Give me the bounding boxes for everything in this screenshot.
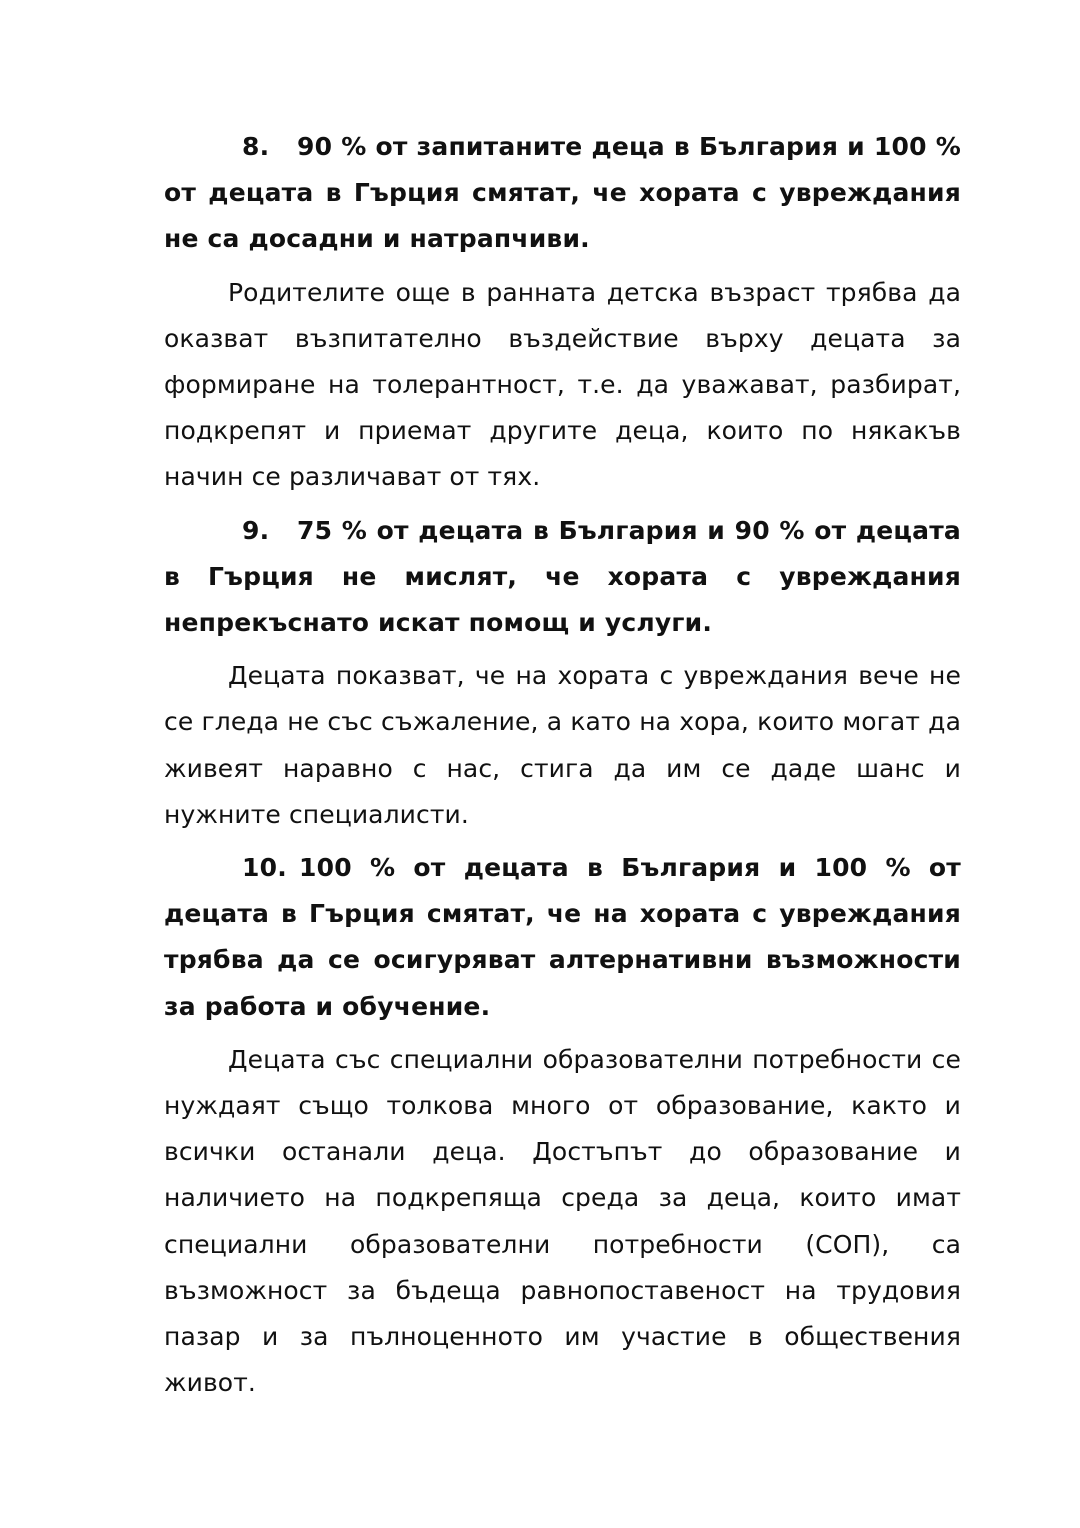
finding-text: 75 % от децата в България и 90 % от децата в Гърция не мислят, че хората с увреждания непрекъснато искат помощ и услуги. xyxy=(164,515,961,638)
finding-text: 100 % от децата в България и 100 % от децата в Гърция смятат, че на хората с увреждания трябва да се осигуряват алтернативни възможности за работа и обучение. xyxy=(164,853,961,1021)
finding-10-heading xyxy=(164,845,961,1030)
finding-number: 10. xyxy=(242,853,287,883)
finding-9-paragraph: Децата показват, че на хората с увреждания вече не се гледа не със съжаление, а като на хора, които могат да живеят наравно с нас, стига да им се даде шанс и нужните специалисти. xyxy=(164,661,961,829)
finding-8-heading xyxy=(164,124,961,263)
finding-number: 8. xyxy=(242,132,270,161)
finding-text: 90 % от запитаните деца в България и 100 % от децата в Гърция смятат, че хората с увреждания не са досадни и натрапчиви. xyxy=(164,132,961,254)
finding-8-paragraph: Родителите още в ранната детска възраст трябва да оказват възпитателно въздействие върху децата за формиране на толерантност, т.е. да уважават, разбират, подкрепят и приемат другите деца, които по някакъв начин се различават от тях. xyxy=(164,277,961,492)
finding-10-paragraph: Децата със специални образователни потребности се нуждаят също толкова много от образование, както и всички останали деца. Достъпът до образование и наличието на подкрепяща среда за деца, които имат специални образователни потребности (СОП), са възможност за бъдеща равнопоставеност на трудовия пазар и за пълноценното им участие в обществения живот. xyxy=(164,1044,961,1398)
document-page xyxy=(164,124,961,1413)
finding-9-heading xyxy=(164,508,961,647)
finding-number: 9. xyxy=(242,515,270,545)
